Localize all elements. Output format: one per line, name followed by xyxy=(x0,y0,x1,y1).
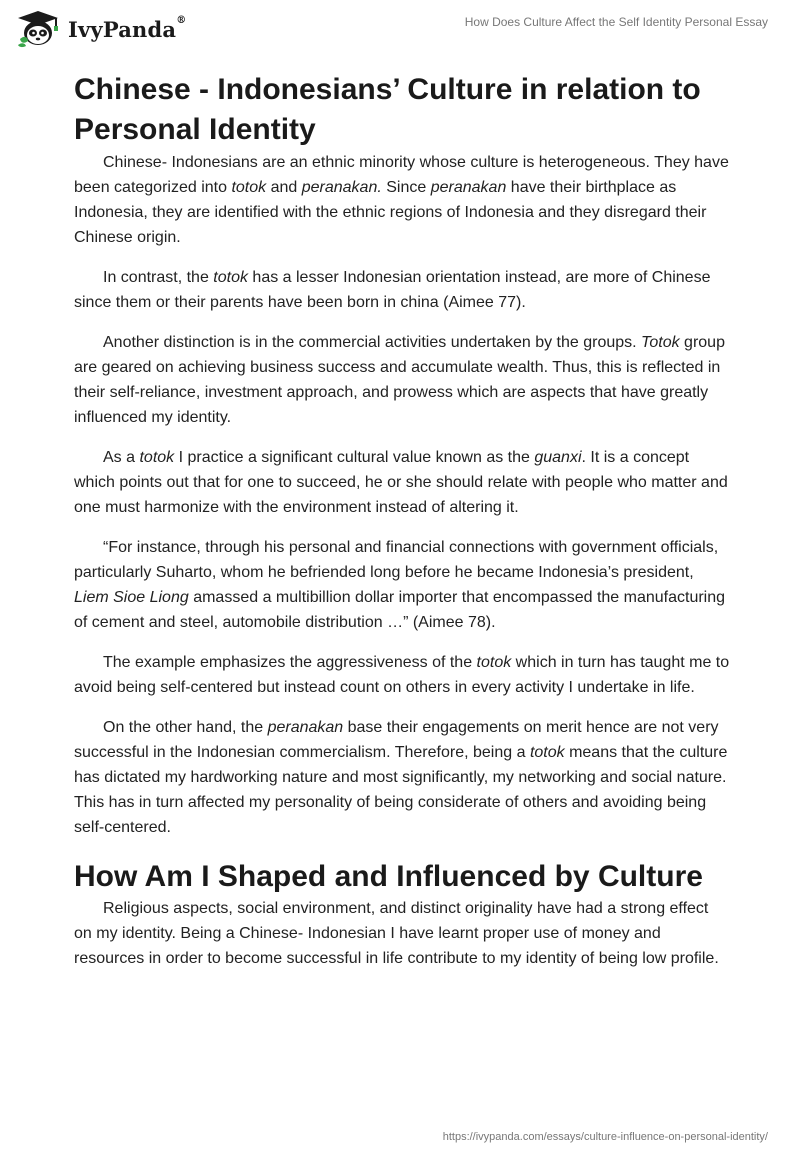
italic-term: totok xyxy=(231,179,267,196)
section-1 xyxy=(74,150,730,840)
paragraph: “For instance, through his personal and financial connections with government officials, particularly Suharto, whom he befriended long before he became Indonesia’s president, Liem Sioe Liong amassed a multibillion dollar importer that encompassed the manufacturing of cement and steel, automobile distribution …” (Aimee 78). xyxy=(74,539,726,631)
header-bar xyxy=(0,0,800,60)
document-title: How Does Culture Affect the Self Identity Personal Essay xyxy=(464,15,768,29)
italic-term: totok xyxy=(139,449,175,466)
italic-term: peranakan xyxy=(430,179,507,196)
italic-term: Liem Sioe Liong xyxy=(74,589,189,606)
article xyxy=(74,70,730,971)
brand-name: IvyPanda® xyxy=(68,14,187,42)
italic-term: guanxi xyxy=(534,449,582,466)
italic-term: peranakan xyxy=(267,719,344,736)
italic-term: totok xyxy=(529,744,565,761)
paragraph: In contrast, the totok has a lesser Indonesian orientation instead, are more of Chinese since them or their parents have been born in china (Aimee 77). xyxy=(74,269,711,311)
italic-term: Totok xyxy=(641,334,680,351)
paragraph: On the other hand, the peranakan base their engagements on merit hence are not very successful in the Indonesian commercialism. Therefore, being a totok means that the culture has dictated my hardworking nature and most significantly, my networking and social nature. This has in turn affected my personality of being considerate of others and avoiding being self-centered. xyxy=(74,719,728,836)
paragraph: The example emphasizes the aggressiveness of the totok which in turn has taught me to avoid being self-centered but instead count on others in every activity I undertake in life. xyxy=(74,654,730,696)
ivypanda-logo[interactable] xyxy=(14,9,186,49)
article-title: Chinese - Indonesians’ Culture in relation to Personal Identity xyxy=(74,73,701,146)
section-2 xyxy=(74,896,730,971)
italic-term: peranakan. xyxy=(301,179,382,196)
paragraph: Religious aspects, social environment, and distinct originality have had a strong effect on my identity. Being a Chinese- Indonesian I have learnt proper use of money and resources in order to become successful in life contribute to my identity of being low profile. xyxy=(74,900,719,967)
italic-term: totok xyxy=(213,269,248,286)
paragraph: Chinese- Indonesians are an ethnic minority whose culture is heterogeneous. They have been categorized into totok and peranakan. Since peranakan have their birthplace as Indonesia, they are identified with the ethnic regions of Indonesia and they disregard their Chinese origin. xyxy=(74,154,729,246)
paragraph: Another distinction is in the commercial activities undertaken by the groups. Totok group are geared on achieving business success and accumulate wealth. Thus, this is reflected in their self-reliance, investment approach, and prowess which are aspects that have greatly influenced my identity. xyxy=(74,334,725,426)
paragraph: As a totok I practice a significant cultural value known as the guanxi. It is a concept which points out that for one to succeed, he or she should relate with people who matter and one must harmonize with the environment instead of altering it. xyxy=(74,449,728,516)
section-heading: How Am I Shaped and Influenced by Culture xyxy=(74,860,703,893)
italic-term: totok xyxy=(476,654,512,671)
source-url[interactable]: https://ivypanda.com/essays/culture-influence-on-personal-identity/ xyxy=(442,1131,768,1143)
panda-icon xyxy=(14,9,62,49)
